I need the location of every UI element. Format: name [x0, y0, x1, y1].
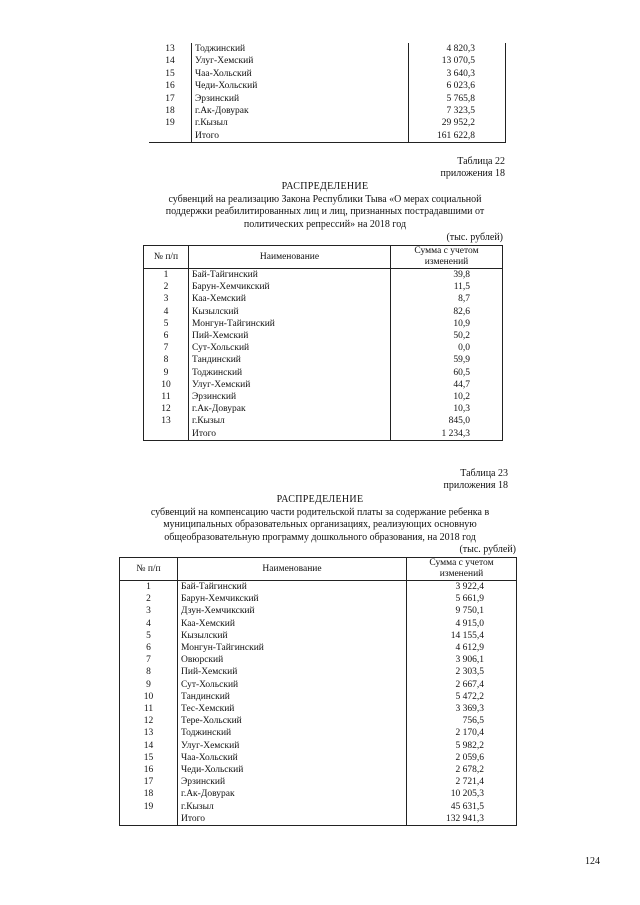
row-value: 0,0 — [391, 342, 503, 354]
table23-ref-line1: Таблица 23 — [460, 468, 508, 479]
row-name: Сут-Хольский — [189, 342, 391, 354]
table23-heading: РАСПРЕДЕЛЕНИЕ — [276, 494, 364, 505]
row-name: Тоджинский — [178, 727, 407, 739]
row-name: Эрзинский — [192, 93, 409, 105]
row-name: Пий-Хемский — [189, 330, 391, 342]
row-value: 4 820,3 — [409, 43, 506, 55]
row-value: 10,3 — [391, 403, 503, 415]
row-name: Барун-Хемчикский — [178, 593, 407, 605]
row-name: Кызылский — [178, 630, 407, 642]
row-name: г.Ак-Довурак — [178, 788, 407, 800]
row-value: 2 059,6 — [407, 752, 517, 764]
row-value: 60,5 — [391, 367, 503, 379]
row-number — [120, 813, 178, 826]
table22-reference — [441, 156, 505, 180]
row-number: 3 — [144, 293, 189, 305]
table22 — [143, 245, 503, 441]
table-row — [120, 618, 517, 630]
row-number: 5 — [144, 318, 189, 330]
row-name: Итого — [192, 130, 409, 143]
table-row — [120, 654, 517, 666]
row-value: 44,7 — [391, 379, 503, 391]
row-name: Чаа-Хольский — [192, 68, 409, 80]
table-row — [149, 93, 506, 105]
table-row — [144, 391, 503, 403]
row-number: 14 — [165, 56, 175, 67]
row-value: 4 915,0 — [407, 618, 517, 630]
table-continuation-body — [149, 43, 506, 143]
row-number: 15 — [120, 752, 178, 764]
row-value: 50,2 — [391, 330, 503, 342]
row-name: Барун-Хемчикский — [189, 281, 391, 293]
table-row — [144, 379, 503, 391]
row-name: Улуг-Хемский — [192, 55, 409, 67]
table-row — [149, 105, 506, 117]
row-value: 3 906,1 — [407, 654, 517, 666]
table-row — [120, 727, 517, 739]
row-name: Эрзинский — [178, 776, 407, 788]
table23-col-name: Наименование — [178, 558, 407, 581]
row-name: Итого — [189, 428, 391, 441]
table-row — [149, 55, 506, 67]
row-name: Овюрский — [178, 654, 407, 666]
row-number: 19 — [165, 118, 175, 129]
row-number: 9 — [120, 679, 178, 691]
row-number: 17 — [120, 776, 178, 788]
table22-heading: РАСПРЕДЕЛЕНИЕ — [281, 181, 369, 192]
table22-body — [144, 269, 503, 441]
row-number: 3 — [120, 605, 178, 617]
row-value: 1 234,3 — [391, 428, 503, 441]
table-row — [120, 691, 517, 703]
row-value: 10,9 — [391, 318, 503, 330]
row-name: г.Ак-Довурак — [192, 105, 409, 117]
table22-desc-line3: политических репрессий» на 2018 год — [243, 218, 407, 230]
table-row — [149, 68, 506, 80]
table-row — [120, 642, 517, 654]
table-row — [120, 788, 517, 800]
row-number: 8 — [144, 354, 189, 366]
table-row — [120, 581, 517, 594]
row-name: г.Кызыл — [178, 801, 407, 813]
table-row — [144, 330, 503, 342]
table-row — [144, 306, 503, 318]
row-value: 13 070,5 — [409, 55, 506, 67]
row-number: 12 — [144, 403, 189, 415]
row-value: 59,9 — [391, 354, 503, 366]
row-value: 11,5 — [391, 281, 503, 293]
row-value: 7 323,5 — [409, 105, 506, 117]
row-number: 1 — [120, 581, 178, 594]
table22-header-row — [144, 246, 503, 269]
row-value: 10 205,3 — [407, 788, 517, 800]
table-row — [144, 318, 503, 330]
row-name: Дзун-Хемчикский — [178, 605, 407, 617]
row-number: 14 — [120, 740, 178, 752]
table-row — [120, 593, 517, 605]
row-name: Тандинский — [189, 354, 391, 366]
table-row — [120, 630, 517, 642]
table22-desc-line2: поддержки реабилитированных лиц и лиц, признанных пострадавшими от — [165, 206, 485, 217]
table-row — [120, 666, 517, 678]
row-value: 2 303,5 — [407, 666, 517, 678]
row-name: Кызылский — [189, 306, 391, 318]
table23-desc-line1: субвенций на компенсацию части родительской платы за содержание ребенка в — [150, 506, 490, 518]
table-row — [149, 117, 506, 129]
row-number: 19 — [120, 801, 178, 813]
table22-col-sum — [391, 246, 503, 269]
row-value: 2 170,4 — [407, 727, 517, 739]
table-row — [144, 293, 503, 305]
row-number — [144, 428, 189, 441]
row-value: 2 678,2 — [407, 764, 517, 776]
row-value: 9 750,1 — [407, 605, 517, 617]
table-row — [120, 740, 517, 752]
row-name: г.Ак-Довурак — [189, 403, 391, 415]
table-row — [120, 813, 517, 826]
row-name: Улуг-Хемский — [189, 379, 391, 391]
row-number: 5 — [120, 630, 178, 642]
row-number: 13 — [144, 415, 189, 427]
table22-units: (тыс. рублей) — [446, 232, 503, 243]
row-name: Чеди-Хольский — [192, 80, 409, 92]
row-number: 2 — [144, 281, 189, 293]
row-number: 1 — [144, 269, 189, 282]
row-name: г.Кызыл — [189, 415, 391, 427]
row-value: 3 369,3 — [407, 703, 517, 715]
row-number: 10 — [120, 691, 178, 703]
row-name: Сут-Хольский — [178, 679, 407, 691]
row-number: 7 — [144, 342, 189, 354]
row-value: 161 622,8 — [409, 130, 506, 143]
row-value: 756,5 — [407, 715, 517, 727]
row-name: Чаа-Хольский — [178, 752, 407, 764]
row-value: 29 952,2 — [409, 117, 506, 129]
table22-ref-line2: приложения 18 — [440, 168, 505, 179]
row-value: 8,7 — [391, 293, 503, 305]
row-value: 2 667,4 — [407, 679, 517, 691]
row-number: 13 — [165, 44, 175, 54]
table-row — [120, 703, 517, 715]
row-name: Чеди-Хольский — [178, 764, 407, 776]
row-name: г.Кызыл — [192, 117, 409, 129]
row-name: Каа-Хемский — [189, 293, 391, 305]
row-value: 14 155,4 — [407, 630, 517, 642]
table23-col-sum-line2: изменений — [439, 569, 484, 579]
table-row — [120, 776, 517, 788]
row-value: 3 922,4 — [407, 581, 517, 594]
table22-col-name: Наименование — [189, 246, 391, 269]
row-number: 4 — [120, 618, 178, 630]
row-name: Тере-Хольский — [178, 715, 407, 727]
table-row — [149, 43, 506, 55]
row-value: 845,0 — [391, 415, 503, 427]
table23-desc-line3: общеобразовательную программу дошкольного образования, на 2018 год — [164, 531, 476, 543]
table23-col-sum-line1: Сумма с учетом — [429, 558, 494, 568]
table23-desc-line2: муниципальных образовательных организациях, реализующих основную — [163, 519, 477, 530]
table-row — [149, 80, 506, 92]
table-row — [120, 605, 517, 617]
table-row — [144, 403, 503, 415]
table-row — [144, 281, 503, 293]
row-number: 18 — [120, 788, 178, 800]
row-value: 2 721,4 — [407, 776, 517, 788]
table23-header-row — [120, 558, 517, 581]
table23-units: (тыс. рублей) — [459, 544, 516, 555]
row-number: 4 — [144, 306, 189, 318]
table-row — [120, 764, 517, 776]
row-value: 5 472,2 — [407, 691, 517, 703]
table23-caption — [120, 494, 520, 544]
row-name: Эрзинский — [189, 391, 391, 403]
table22-desc-line1: субвенций на реализацию Закона Республики Тыва «О мерах социальной — [168, 193, 482, 205]
row-number: 6 — [144, 330, 189, 342]
page-number: 124 — [585, 856, 600, 867]
row-number: 11 — [144, 391, 189, 403]
row-value: 45 631,5 — [407, 801, 517, 813]
row-value: 3 640,3 — [409, 68, 506, 80]
table-row — [144, 428, 503, 441]
table22-ref-line1: Таблица 22 — [457, 156, 505, 167]
table23-col-sum — [407, 558, 517, 581]
row-name: Тоджинский — [189, 367, 391, 379]
table-row — [120, 801, 517, 813]
row-number: 13 — [120, 727, 178, 739]
row-value: 10,2 — [391, 391, 503, 403]
table-row — [120, 752, 517, 764]
table-row — [144, 354, 503, 366]
row-number: 7 — [120, 654, 178, 666]
row-number: 18 — [165, 106, 175, 117]
row-name: Тес-Хемский — [178, 703, 407, 715]
row-number: 17 — [165, 93, 175, 104]
table-row — [144, 367, 503, 379]
table22-col-sum-line1: Сумма с учетом — [414, 246, 479, 256]
row-name: Улуг-Хемский — [178, 740, 407, 752]
row-name: Бай-Тайгинский — [178, 581, 407, 594]
row-number: 15 — [165, 68, 175, 79]
table23-ref-line2: приложения 18 — [443, 480, 508, 491]
row-number: 2 — [120, 593, 178, 605]
row-name: Каа-Хемский — [178, 618, 407, 630]
row-number: 12 — [120, 715, 178, 727]
row-name: Бай-Тайгинский — [189, 269, 391, 282]
row-number: 11 — [120, 703, 178, 715]
row-value: 5 765,8 — [409, 93, 506, 105]
row-name: Пий-Хемский — [178, 666, 407, 678]
table22-caption — [140, 181, 510, 231]
table23-reference — [444, 468, 508, 492]
table22-col-sum-line2: изменений — [424, 257, 469, 267]
row-number: 16 — [165, 81, 175, 92]
table22-col-num: № п/п — [144, 246, 189, 269]
row-value: 39,8 — [391, 269, 503, 282]
row-number: 10 — [144, 379, 189, 391]
row-value: 5 661,9 — [407, 593, 517, 605]
table-row — [144, 415, 503, 427]
row-number — [149, 130, 192, 143]
row-value: 6 023,6 — [409, 80, 506, 92]
table23 — [119, 557, 517, 826]
row-number: 16 — [120, 764, 178, 776]
row-value: 5 982,2 — [407, 740, 517, 752]
table-row — [144, 342, 503, 354]
row-name: Монгун-Тайгинский — [178, 642, 407, 654]
table-row — [144, 269, 503, 282]
row-value: 4 612,9 — [407, 642, 517, 654]
row-name: Монгун-Тайгинский — [189, 318, 391, 330]
table23-col-num: № п/п — [120, 558, 178, 581]
table-row — [149, 130, 506, 143]
table-row — [120, 715, 517, 727]
row-value: 82,6 — [391, 306, 503, 318]
table23-body — [120, 581, 517, 826]
row-name: Тандинский — [178, 691, 407, 703]
row-name: Тоджинский — [192, 43, 409, 55]
row-number: 8 — [120, 666, 178, 678]
table-continuation — [149, 43, 506, 143]
table-row — [120, 679, 517, 691]
row-number: 9 — [144, 367, 189, 379]
row-value: 132 941,3 — [407, 813, 517, 826]
row-number: 6 — [120, 642, 178, 654]
row-name: Итого — [178, 813, 407, 826]
